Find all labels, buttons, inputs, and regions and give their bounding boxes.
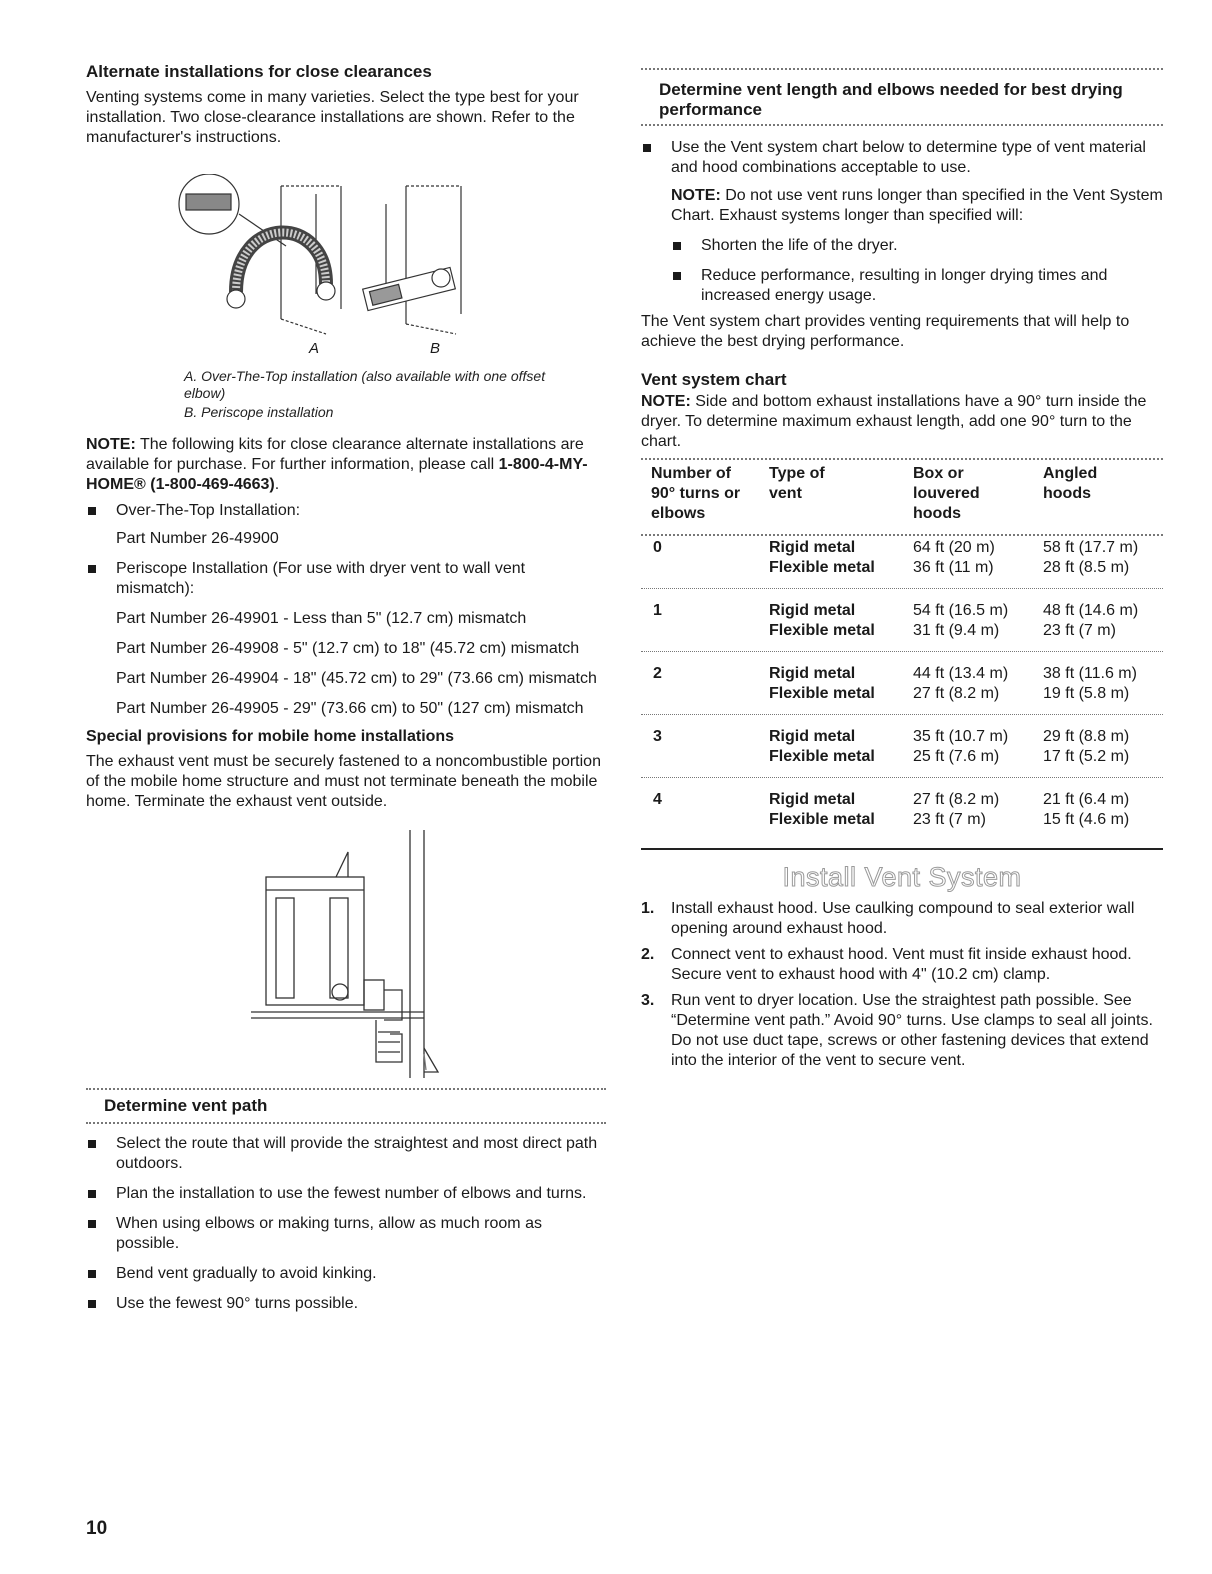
kit-periscope: Periscope Installation (For use with dryer vent to wall vent mismatch): <box>86 559 606 599</box>
rigid-label: Rigid metal <box>769 602 856 619</box>
left-column <box>86 62 606 1314</box>
install-step-text: Run vent to dryer location. Use the straightest path possible. See “Determine vent path.” Avoid 90° turns. Use clamps to seal all joints. Do not use duct tape, screws or other fastening devices that extend into the interior of the vent to secure vent. <box>671 992 1153 1069</box>
kit-over-the-top: Over-The-Top Installation: <box>86 501 606 521</box>
rigid-box-length: 64 ft (20 m) <box>913 539 995 556</box>
periscope-part: Part Number 26-49908 - 5" (12.7 cm) to 18" (45.72 cm) mismatch <box>116 640 580 657</box>
rigid-angled-length: 38 ft (11.6 m) <box>1043 665 1137 682</box>
install-step-text: Install exhaust hood. Use caulking compound to seal exterior wall opening around exhaust hood. <box>671 900 1135 937</box>
vent-table-row-rule <box>641 777 1163 778</box>
mobile-home-dryer-illustration <box>86 822 606 1080</box>
flex-box-length: 27 ft (8.2 m) <box>913 685 1000 702</box>
section-divider <box>641 124 1163 126</box>
vent-chart-note <box>641 392 1163 452</box>
rigid-box-length: 27 ft (8.2 m) <box>913 791 1000 808</box>
vent-length-note-label: NOTE: <box>671 187 721 204</box>
flex-label: Flexible metal <box>769 748 875 765</box>
right-column <box>641 62 1163 1071</box>
periscope-part: Part Number 26-49901 - Less than 5" (12.7 cm) mismatch <box>116 610 527 627</box>
flex-box-length: 31 ft (9.4 m) <box>913 622 1000 639</box>
section-divider <box>641 68 1163 70</box>
vent-path-heading: Determine vent path <box>104 1096 268 1115</box>
flex-angled-length: 17 ft (5.2 m) <box>1043 748 1130 765</box>
vent-path-item: When using elbows or making turns, allow as much room as possible. <box>86 1214 606 1254</box>
install-step-number: 1. <box>641 900 655 917</box>
vent-path-item: Select the route that will provide the straightest and most direct path outdoors. <box>86 1134 606 1174</box>
flex-box-length: 25 ft (7.6 m) <box>913 748 1000 765</box>
install-step <box>641 991 1163 1071</box>
rigid-label: Rigid metal <box>769 665 856 682</box>
caption-a: A. Over-The-Top installation (also available with one offset elbow) <box>184 368 546 401</box>
table-top-rule <box>641 458 1163 460</box>
vent-table-row <box>641 727 1163 767</box>
kit-over-the-top-part: Part Number 26-49900 <box>116 530 279 547</box>
kits-note-label: NOTE: <box>86 436 136 453</box>
flex-angled-length: 15 ft (4.6 m) <box>1043 811 1130 828</box>
vent-length-item: Use the Vent system chart below to determine type of vent material and hood combinations acceptable to use. <box>641 138 1163 178</box>
rigid-label: Rigid metal <box>769 539 856 556</box>
mobile-home-heading: Special provisions for mobile home installations <box>86 728 455 745</box>
flex-angled-length: 19 ft (5.8 m) <box>1043 685 1130 702</box>
header-turns: Number of 90° turns or elbows <box>651 465 741 522</box>
mobile-home-body: The exhaust vent must be securely fastened to a noncombustible portion of the mobile home structure and must not terminate beneath the mobile home. Terminate the exhaust vent outside. <box>86 753 601 810</box>
alt-installations-heading: Alternate installations for close clearances <box>86 62 432 81</box>
flex-angled-length: 28 ft (8.5 m) <box>1043 559 1130 576</box>
rigid-angled-length: 58 ft (17.7 m) <box>1043 539 1139 556</box>
vent-table-row-rule <box>641 714 1163 715</box>
vent-length-note <box>641 186 1163 226</box>
vent-length-sub-item: Shorten the life of the dryer. <box>671 236 1163 256</box>
kits-note-text: The following kits for close clearance alternate installations are available for purchase. For further information, please call <box>86 436 584 473</box>
install-heading: Install Vent System <box>782 862 1022 892</box>
install-step-number: 2. <box>641 946 655 963</box>
figure-captions <box>86 368 606 421</box>
vent-table-row-rule <box>641 651 1163 652</box>
vent-turns: 3 <box>653 728 662 745</box>
alt-installations-body: Venting systems come in many varieties. Select the type best for your installation. Two close-clearance installations are shown. Refer to the manufacturer's instructions. <box>86 89 579 146</box>
install-step-number: 3. <box>641 992 655 1009</box>
page-number: 10 <box>86 1518 108 1539</box>
vent-table-header-row <box>641 464 1163 524</box>
rigid-label: Rigid metal <box>769 728 856 745</box>
vent-length-body: The Vent system chart provides venting requirements that will help to achieve the best drying performance. <box>641 313 1130 350</box>
close-clearance-figure <box>86 174 606 357</box>
vent-length-note-text: Do not use vent runs longer than specified in the Vent System Chart. Exhaust systems longer than specified will: <box>671 187 1163 224</box>
install-rule <box>641 848 1163 850</box>
close-clearance-illustration <box>86 174 606 344</box>
vent-chart-note-label: NOTE: <box>641 393 691 410</box>
figure-label-a: A <box>309 340 320 357</box>
caption-b: B. Periscope installation <box>184 404 334 420</box>
section-divider <box>86 1122 606 1124</box>
flex-label: Flexible metal <box>769 685 875 702</box>
table-header-rule <box>641 534 1163 536</box>
vent-path-item: Plan the installation to use the fewest number of elbows and turns. <box>86 1184 606 1204</box>
vent-table-row <box>641 601 1163 641</box>
flex-box-length: 36 ft (11 m) <box>913 559 994 576</box>
flex-label: Flexible metal <box>769 622 875 639</box>
vent-table-row <box>641 664 1163 704</box>
vent-turns: 4 <box>653 791 662 808</box>
header-box-hoods: Box or louvered hoods <box>913 465 980 522</box>
rigid-box-length: 44 ft (13.4 m) <box>913 665 1009 682</box>
rigid-angled-length: 21 ft (6.4 m) <box>1043 791 1130 808</box>
rigid-label: Rigid metal <box>769 791 856 808</box>
vent-chart-heading: Vent system chart <box>641 370 787 389</box>
vent-table-row-rule <box>641 588 1163 589</box>
mobile-home-figure <box>86 822 606 1080</box>
install-step <box>641 945 1163 985</box>
figure-label-b: B <box>430 340 441 357</box>
vent-turns: 2 <box>653 665 662 682</box>
phone-number: 1-800-4-MY-HOME® (1-800-469-4663) <box>86 456 588 493</box>
rigid-angled-length: 48 ft (14.6 m) <box>1043 602 1139 619</box>
flex-label: Flexible metal <box>769 559 875 576</box>
vent-path-item: Use the fewest 90° turns possible. <box>86 1294 606 1314</box>
rigid-box-length: 54 ft (16.5 m) <box>913 602 1009 619</box>
vent-table-body <box>641 538 1163 830</box>
flex-box-length: 23 ft (7 m) <box>913 811 986 828</box>
section-divider <box>86 1088 606 1090</box>
vent-table-row <box>641 790 1163 830</box>
flex-angled-length: 23 ft (7 m) <box>1043 622 1116 639</box>
install-step-text: Connect vent to exhaust hood. Vent must fit inside exhaust hood. Secure vent to exhaust hood with 4" (10.2 cm) clamp. <box>671 946 1132 983</box>
vent-system-table <box>641 464 1163 536</box>
vent-length-sub-item: Reduce performance, resulting in longer drying times and increased energy usage. <box>671 266 1163 306</box>
vent-turns: 0 <box>653 539 662 556</box>
kits-note <box>86 435 606 495</box>
vent-chart-note-text: Side and bottom exhaust installations have a 90° turn inside the dryer. To determine maximum exhaust length, add one 90° turn to the chart. <box>641 393 1147 450</box>
flex-label: Flexible metal <box>769 811 875 828</box>
header-angled-hoods: Angled hoods <box>1043 465 1098 502</box>
install-step <box>641 899 1163 939</box>
rigid-angled-length: 29 ft (8.8 m) <box>1043 728 1130 745</box>
vent-table-row <box>641 538 1163 578</box>
periscope-part: Part Number 26-49904 - 18" (45.72 cm) to 29" (73.66 cm) mismatch <box>116 670 597 687</box>
periscope-part: Part Number 26-49905 - 29" (73.66 cm) to 50" (127 cm) mismatch <box>116 700 584 717</box>
vent-turns: 1 <box>653 602 662 619</box>
header-vent-type: Type of vent <box>769 465 825 502</box>
vent-path-item: Bend vent gradually to avoid kinking. <box>86 1264 606 1284</box>
kits-note-end: . <box>274 476 280 493</box>
vent-length-heading: Determine vent length and elbows needed for best drying performance <box>659 80 1123 119</box>
rigid-box-length: 35 ft (10.7 m) <box>913 728 1009 745</box>
